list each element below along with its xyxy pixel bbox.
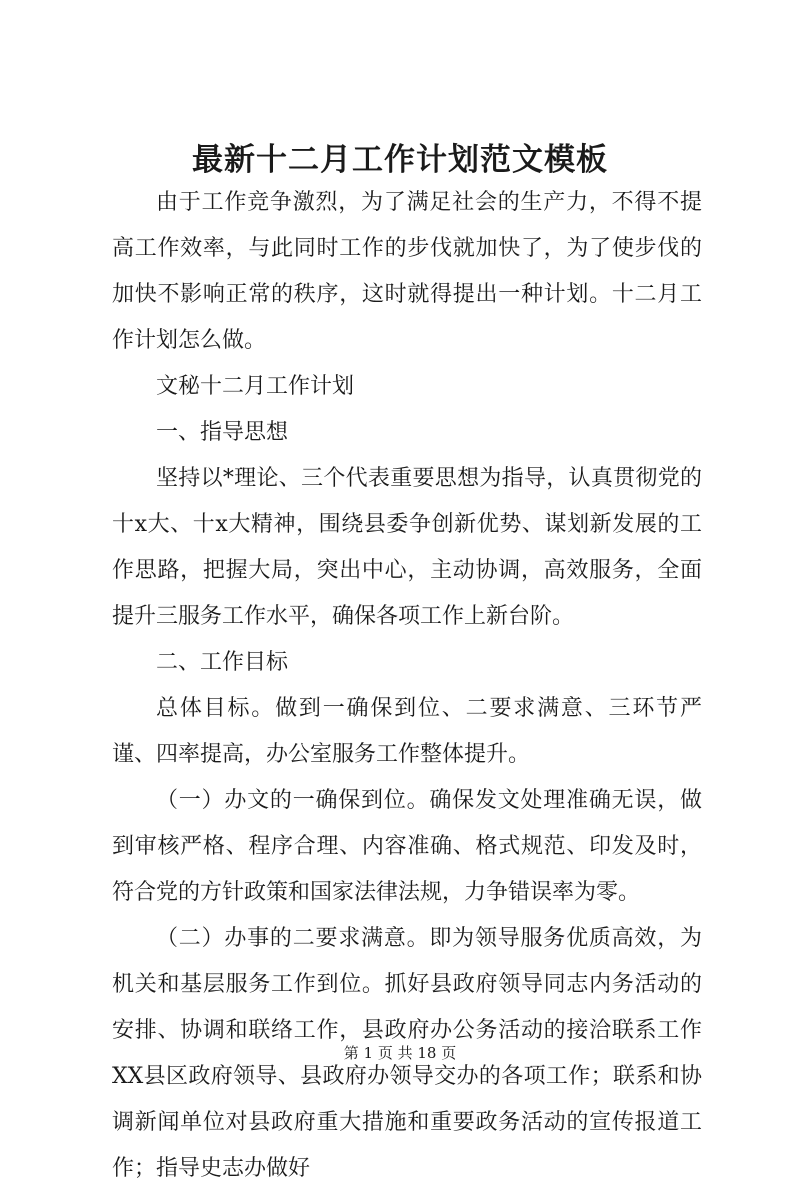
paragraph-intro: 由于工作竞争激烈，为了满足社会的生产力，不得不提高工作效率，与此同时工作的步伐就加快了，为了使步伐的加快不影响正常的秩序，这时就得提出一种计划。十二月工作计划怎么做。 [112,190,702,353]
paragraph-overall-goal: 总体目标。做到一确保到位、二要求满意、三环节严谨、四率提高，办公室服务工作整体提升。 [112,696,702,767]
paragraph-affairs-handling: （二）办事的二要求满意。即为领导服务优质高效，为机关和基层服务工作到位。抓好县政府领导同志内务活动的安排、协调和联络工作，县政府办公务活动的接洽联系工作XX县区政府领导、县政府办领导交办的各项工作；联系和协调新闻单位对县政府重大措施和重要政务活动的宣传报道工作；指导史志办做好 [112,926,702,1181]
page-number-footer: 第 1 页 共 18 页 [343,1044,457,1062]
document-title: 最新十二月工作计划范文模板 [192,142,608,178]
section-heading-work-goals: 二、工作目标 [156,650,289,675]
section-heading-guiding-ideology: 一、指导思想 [156,420,289,445]
paragraph-guiding-ideology: 坚持以*理论、三个代表重要思想为指导，认真贯彻党的十x大、十x大精神，围绕县委争创新优势、谋划新发展的工作思路，把握大局，突出中心，主动协调，高效服务，全面提升三服务工作水平，确保各项工作上新台阶。 [112,466,702,629]
document-body [112,180,702,1192]
section-subtitle: 文秘十二月工作计划 [156,374,355,399]
paragraph-document-handling: （一）办文的一确保到位。确保发文处理准确无误，做到审核严格、程序合理、内容准确、格式规范、印发及时，符合党的方针政策和国家法律法规，力争错误率为零。 [112,788,702,905]
